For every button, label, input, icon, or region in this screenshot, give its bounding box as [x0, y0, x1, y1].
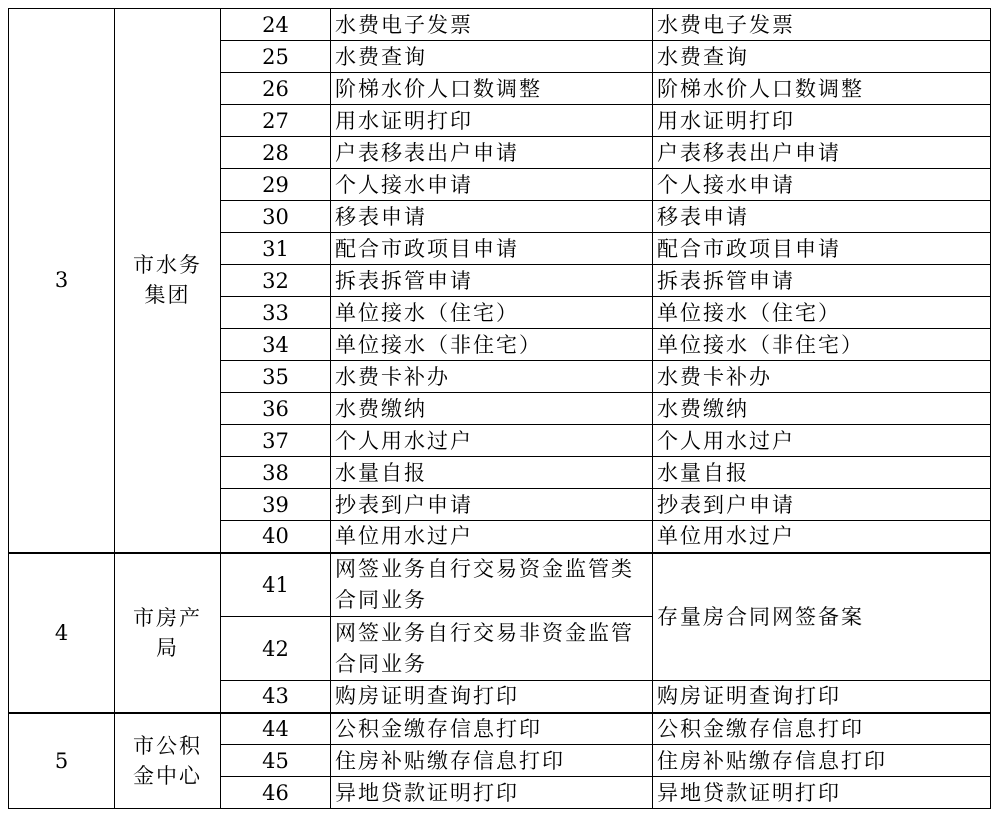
department-name	[115, 713, 221, 809]
service-name: 单位用水过户	[653, 521, 991, 553]
item-number: 38	[221, 457, 331, 489]
service-name: 住房补贴缴存信息打印	[653, 745, 991, 777]
group-number: 3	[9, 9, 115, 553]
department-line-2: 局	[156, 635, 179, 660]
item-name: 户表移表出户申请	[331, 137, 653, 169]
item-name: 水费电子发票	[331, 9, 653, 41]
item-name: 移表申请	[331, 201, 653, 233]
department-line-2: 集团	[144, 283, 191, 308]
item-name: 个人用水过户	[331, 425, 653, 457]
item-name: 水费缴纳	[331, 393, 653, 425]
group-number: 5	[9, 713, 115, 809]
item-name: 用水证明打印	[331, 105, 653, 137]
item-number: 26	[221, 73, 331, 105]
item-number: 39	[221, 489, 331, 521]
item-number: 29	[221, 169, 331, 201]
item-name: 水费查询	[331, 41, 653, 73]
service-name: 单位接水（非住宅）	[653, 329, 991, 361]
item-number: 40	[221, 521, 331, 553]
service-name: 水费查询	[653, 41, 991, 73]
department-name	[115, 9, 221, 553]
service-name: 配合市政项目申请	[653, 233, 991, 265]
item-name: 拆表拆管申请	[331, 265, 653, 297]
item-number: 27	[221, 105, 331, 137]
item-number: 33	[221, 297, 331, 329]
item-number: 32	[221, 265, 331, 297]
service-name: 水费卡补办	[653, 361, 991, 393]
item-number: 46	[221, 777, 331, 809]
department-line-1: 市公积	[133, 733, 202, 758]
service-name: 移表申请	[653, 201, 991, 233]
item-name: 公积金缴存信息打印	[331, 713, 653, 745]
item-number: 30	[221, 201, 331, 233]
department-line-2: 金中心	[133, 763, 202, 788]
item-name: 配合市政项目申请	[331, 233, 653, 265]
service-items-table	[8, 8, 991, 809]
item-number: 24	[221, 9, 331, 41]
service-name: 水费电子发票	[653, 9, 991, 41]
service-name: 拆表拆管申请	[653, 265, 991, 297]
service-name: 公积金缴存信息打印	[653, 713, 991, 745]
item-number: 42	[221, 617, 331, 681]
service-name: 个人用水过户	[653, 425, 991, 457]
item-name: 阶梯水价人口数调整	[331, 73, 653, 105]
item-number: 43	[221, 681, 331, 713]
service-name: 购房证明查询打印	[653, 681, 991, 713]
department-line-1: 市房产	[133, 605, 202, 630]
item-name: 单位用水过户	[331, 521, 653, 553]
service-name: 个人接水申请	[653, 169, 991, 201]
service-name: 用水证明打印	[653, 105, 991, 137]
item-name: 水量自报	[331, 457, 653, 489]
item-name: 单位接水（非住宅）	[331, 329, 653, 361]
group-number: 4	[9, 553, 115, 713]
table-row	[9, 553, 991, 617]
service-name: 水量自报	[653, 457, 991, 489]
service-name: 抄表到户申请	[653, 489, 991, 521]
item-name: 住房补贴缴存信息打印	[331, 745, 653, 777]
service-name: 阶梯水价人口数调整	[653, 73, 991, 105]
item-number: 34	[221, 329, 331, 361]
department-name	[115, 553, 221, 713]
item-name: 网签业务自行交易非资金监管合同业务	[331, 617, 653, 681]
item-number: 28	[221, 137, 331, 169]
item-name: 异地贷款证明打印	[331, 777, 653, 809]
item-number: 45	[221, 745, 331, 777]
item-name: 单位接水（住宅）	[331, 297, 653, 329]
table-row	[9, 713, 991, 745]
service-name: 异地贷款证明打印	[653, 777, 991, 809]
item-number: 41	[221, 553, 331, 617]
table-row	[9, 9, 991, 41]
item-number: 31	[221, 233, 331, 265]
service-name: 户表移表出户申请	[653, 137, 991, 169]
item-name: 水费卡补办	[331, 361, 653, 393]
department-line-1: 市水务	[133, 253, 202, 278]
item-number: 35	[221, 361, 331, 393]
item-number: 36	[221, 393, 331, 425]
item-name: 网签业务自行交易资金监管类合同业务	[331, 553, 653, 617]
merged-service-name: 存量房合同网签备案	[653, 553, 991, 681]
item-name: 购房证明查询打印	[331, 681, 653, 713]
service-name: 水费缴纳	[653, 393, 991, 425]
item-number: 44	[221, 713, 331, 745]
service-name: 单位接水（住宅）	[653, 297, 991, 329]
item-name: 个人接水申请	[331, 169, 653, 201]
item-name: 抄表到户申请	[331, 489, 653, 521]
item-number: 25	[221, 41, 331, 73]
item-number: 37	[221, 425, 331, 457]
